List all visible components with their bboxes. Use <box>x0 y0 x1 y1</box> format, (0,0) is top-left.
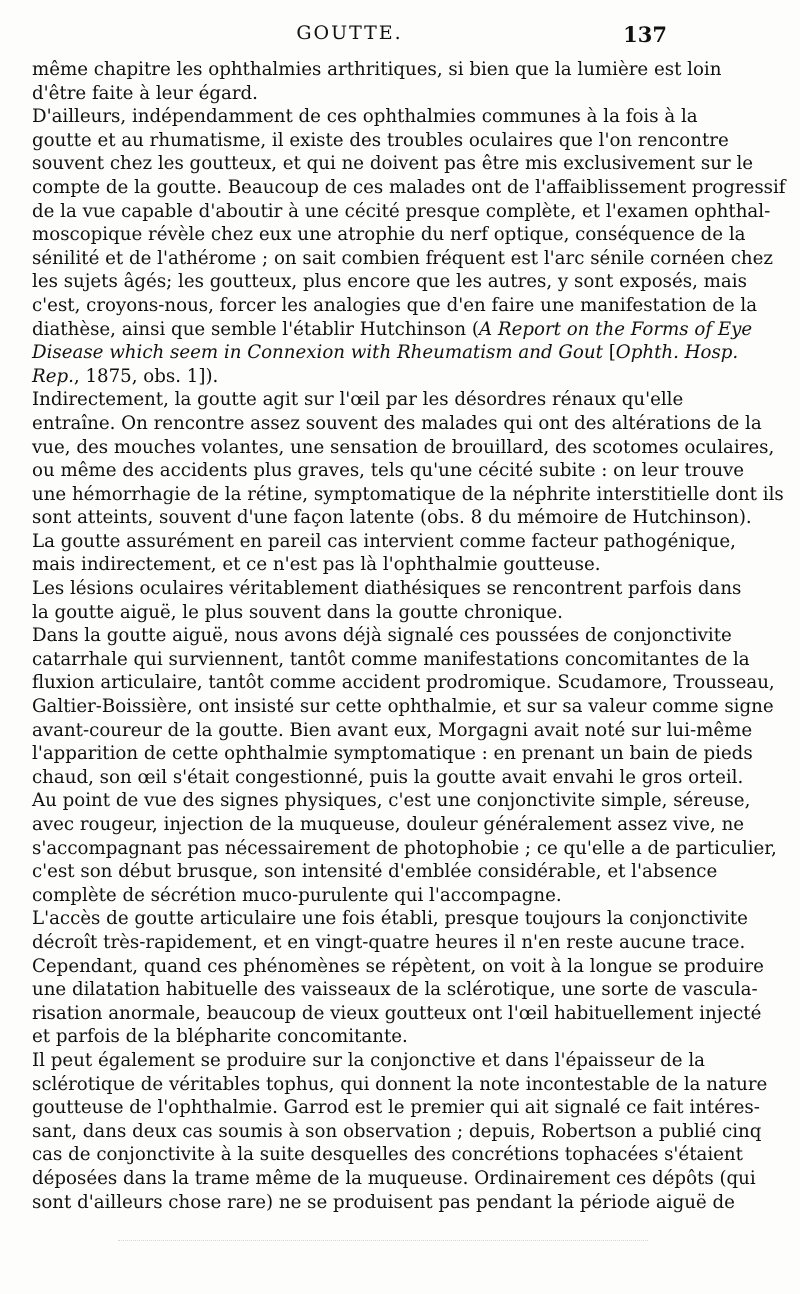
text-line: D'ailleurs, indépendamment de ces ophthalmies communes à la fois à la <box>32 106 698 128</box>
citation-italic: Rep. <box>32 365 74 387</box>
text-line: entraîne. On rencontre assez souvent des malades qui ont des altérations de la <box>32 412 762 434</box>
running-title: GOUTTE. <box>296 22 403 44</box>
text-line: cas de conjonctivite à la suite desquelles des concrétions tophacées s'étaient <box>32 1144 743 1166</box>
text-line: complète de sécrétion muco-purulente qui l'accompagne. <box>32 884 562 906</box>
text-line: d'être faite à leur égard. <box>32 82 258 104</box>
text-line: s'accompagnant pas nécessairement de photophobie ; ce qu'elle a de particulier, <box>32 837 777 859</box>
text-line: fluxion articulaire, tantôt comme accident prodromique. Scudamore, Trousseau, <box>32 672 775 694</box>
text-line: c'est, croyons-nous, forcer les analogies que d'en faire une manifestation de la <box>32 294 758 316</box>
text-line: sant, dans deux cas soumis à son observation ; depuis, Robertson a publié cinq <box>32 1120 762 1142</box>
text-line: Cependant, quand ces phénomènes se répètent, on voit à la longue se produire <box>32 955 764 977</box>
text-line: Indirectement, la goutte agit sur l'œil par les désordres rénaux qu'elle <box>32 389 684 411</box>
text-line: de la vue capable d'aboutir à une cécité presque complète, et l'examen ophthal- <box>32 200 771 222</box>
text-line: déposées dans la trame même de la muqueuse. Ordinairement ces dépôts (qui <box>32 1167 756 1189</box>
text-line: Disease which seem in Connexion with Rheumatism and Gout [Ophth. Hosp. <box>32 342 739 364</box>
text-line: chaud, son œil s'était congestionné, puis la goutte avait envahi le gros orteil. <box>32 766 744 788</box>
text-line: Il peut également se produire sur la conjonctive et dans l'épaisseur de la <box>32 1049 705 1071</box>
text-line: ou même des accidents plus graves, tels qu'une cécité subite : on leur trouve <box>32 460 745 482</box>
text-line: avant-coureur de la goutte. Bien avant eux, Morgagni avait noté sur lui-même <box>32 719 753 741</box>
text-line: Au point de vue des signes physiques, c'est une conjonctivite simple, séreuse, <box>32 790 751 812</box>
scan-artifact-line <box>118 1240 648 1247</box>
text-line: sont d'ailleurs chose rare) ne se produisent pas pendant la période aiguë de <box>32 1191 735 1213</box>
text-line: sont atteints, souvent d'une façon latente (obs. 8 du mémoire de Hutchinson). <box>32 507 752 529</box>
page-number: 137 <box>623 22 667 47</box>
text-line: risation anormale, beaucoup de vieux goutteux ont l'œil habituellement injecté <box>32 1002 762 1024</box>
text-line: sclérotique de véritables tophus, qui donnent la note incontestable de la nature <box>32 1073 768 1095</box>
text-line: l'apparition de cette ophthalmie symptomatique : en prenant un bain de pieds <box>32 743 753 765</box>
page-header <box>32 22 667 50</box>
citation-italic: Disease which seem in Connexion with Rheumatism and Gout <box>32 342 603 364</box>
text-line: moscopique révèle chez eux une atrophie du nerf optique, conséquence de la <box>32 224 746 246</box>
text-line: vue, des mouches volantes, une sensation de brouillard, des scotomes oculaires, <box>32 436 775 458</box>
citation-italic: A Report on the Forms of Eye <box>478 318 753 340</box>
text-line: décroît très-rapidement, et en vingt-quatre heures il n'en reste aucune trace. <box>32 931 746 953</box>
text-line: et parfois de la blépharite concomitante. <box>32 1026 408 1048</box>
text-line: catarrhale qui surviennent, tantôt comme manifestations concomitantes de la <box>32 648 750 670</box>
text-line: Rep., 1875, obs. 1]). <box>32 365 219 387</box>
text-line: L'accès de goutte articulaire une fois établi, presque toujours la conjonctivite <box>32 908 748 930</box>
text-line: mais indirectement, et ce n'est pas là l'ophthalmie goutteuse. <box>32 554 601 576</box>
text-line: La goutte assurément en pareil cas intervient comme facteur pathogénique, <box>32 530 736 552</box>
text-line: une hémorrhagie de la rétine, symptomatique de la néphrite interstitielle dont ils <box>32 483 784 505</box>
text-line: Les lésions oculaires véritablement diathésiques se rencontrent parfois dans <box>32 578 742 600</box>
text-line: Galtier-Boissière, ont insisté sur cette ophthalmie, et sur sa valeur comme signe <box>32 696 774 718</box>
text-line: goutte et au rhumatisme, il existe des troubles oculaires que l'on rencontre <box>32 129 729 151</box>
text-line: avec rougeur, injection de la muqueuse, douleur généralement assez vive, ne <box>32 814 745 835</box>
body-text <box>32 58 786 1214</box>
text-line: souvent chez les goutteux, et qui ne doivent pas être mis exclusivement sur le <box>32 153 754 175</box>
text-line: une dilatation habituelle des vaisseaux de la sclérotique, une sorte de vascula- <box>32 979 758 1001</box>
text-line: diathèse, ainsi que semble l'établir Hutchinson (A Report on the Forms of Eye <box>32 318 753 340</box>
text-line: les sujets âgés; les goutteux, plus encore que les autres, y sont exposés, mais <box>32 271 747 293</box>
text-line: même chapitre les ophthalmies arthritiques, si bien que la lumière est loin <box>32 59 722 80</box>
text-line: c'est son début brusque, son intensité d'emblée considérable, et l'absence <box>32 861 718 883</box>
citation-italic: Ophth. Hosp. <box>615 342 739 364</box>
text-line: compte de la goutte. Beaucoup de ces malades ont de l'affaiblissement progressif <box>32 176 786 198</box>
text-line: Dans la goutte aiguë, nous avons déjà signalé ces poussées de conjonctivite <box>32 625 732 647</box>
text-line: goutteuse de l'ophthalmie. Garrod est le premier qui ait signalé ce fait intéres- <box>32 1097 760 1119</box>
text-line: sénilité et de l'athérome ; on sait combien fréquent est l'arc sénile cornéen chez <box>32 247 773 269</box>
text-line: la goutte aiguë, le plus souvent dans la goutte chronique. <box>32 601 563 623</box>
